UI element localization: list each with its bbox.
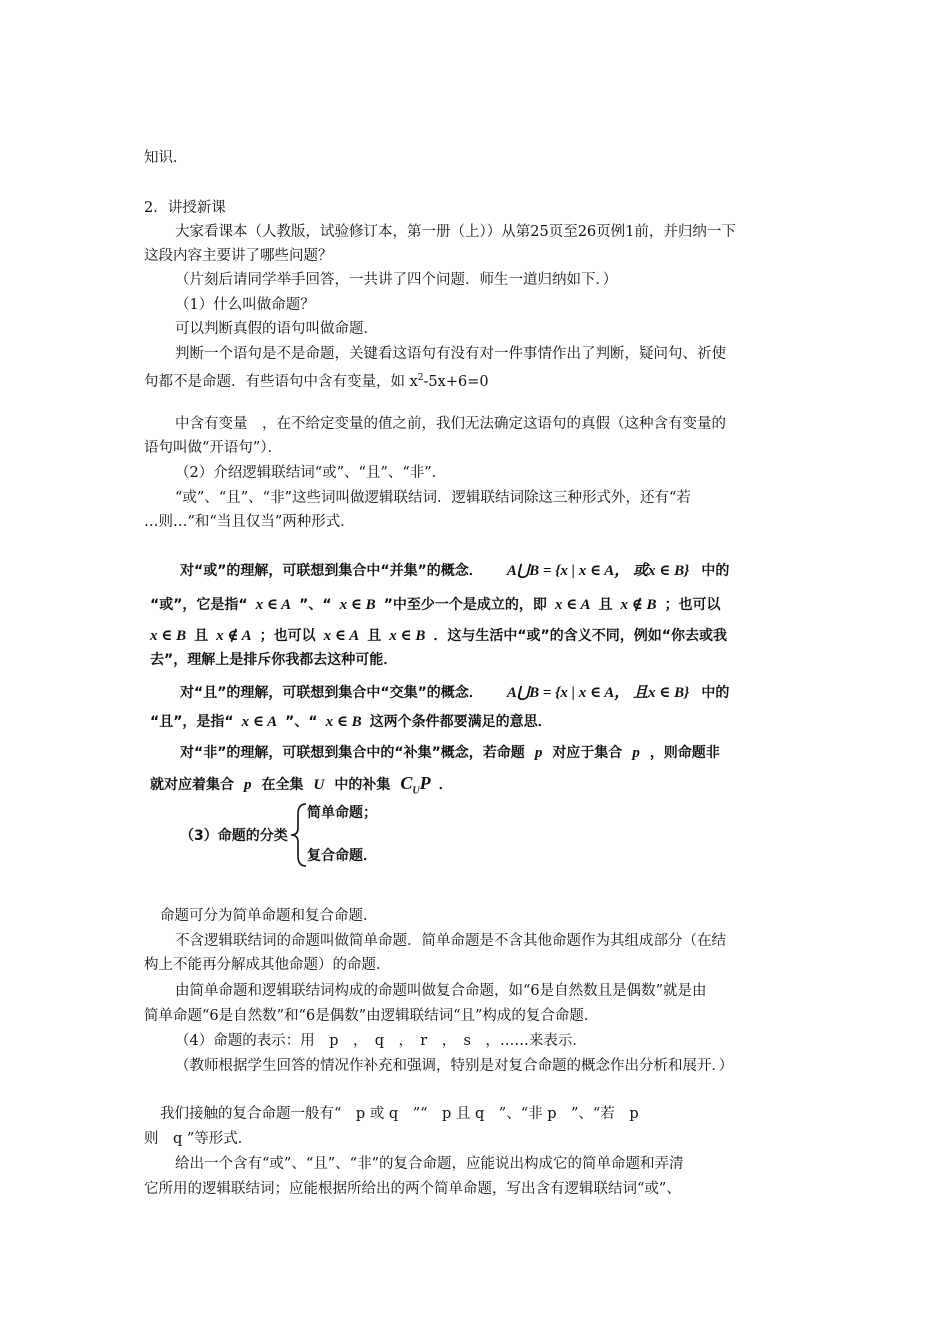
- math-var: p: [632, 745, 640, 761]
- text-line: 构上不能再分解成其他命题）的命题．: [144, 957, 391, 973]
- subscript: U: [412, 785, 420, 797]
- subheading: （2）介绍逻辑联结词“或”、“且”、“非”．: [175, 465, 447, 481]
- text-line: 这段内容主要讲了哪些问题？: [144, 248, 333, 264]
- text-fragment: ”、“: [299, 597, 332, 613]
- image-line: [180, 743, 720, 763]
- text-fragment: 中的: [701, 685, 730, 701]
- text-fragment: 且: [367, 628, 382, 644]
- classification-item: 复合命题．: [307, 848, 377, 864]
- text-fragment: 对“或”的理解，可联想到集合中“并集”的概念．: [180, 563, 483, 579]
- text-fragment: 对“且”的理解，可联想到集合中“交集”的概念．: [180, 685, 483, 701]
- text-line: 给出一个含有“或”、“且”、“非”的复合命题，应能说出构成它的简单命题和弄清: [175, 1156, 684, 1172]
- math-expr: x ∈ A: [554, 597, 591, 613]
- math-expr: x ∈ B: [389, 628, 426, 644]
- math-expr: x ∈ A: [255, 597, 292, 613]
- text-line: 它所用的逻辑联结词；应能根据所给出的两个简单命题，写出含有逻辑联结词“或”、: [144, 1181, 681, 1197]
- text-fragment: 这两个条件都要满足的意思．: [369, 714, 552, 730]
- text-fragment: ，则命题非: [649, 745, 720, 761]
- math-expr: x ∈ B: [339, 597, 376, 613]
- text-fragment: 中的: [701, 563, 730, 579]
- text-line: （教师根据学生回答的情况作补充和强调，特别是对复合命题的概念作出分析和展开．）: [175, 1058, 734, 1074]
- text-line: 命题可分为简单命题和复合命题．: [160, 908, 378, 924]
- superscript: 2: [417, 373, 424, 383]
- image-line: [150, 626, 727, 646]
- math-var: p: [534, 745, 543, 761]
- text-line: 不含逻辑联结词的命题叫做简单命题．简单命题是不含其他命题作为其组成部分（在结: [175, 933, 726, 949]
- image-line: [180, 683, 729, 703]
- math-expr: x ∉ B: [620, 597, 657, 613]
- text-line: 可以判断真假的语句叫做命题．: [175, 321, 378, 337]
- classification-label: （3）命题的分类: [180, 828, 288, 844]
- text-fragment: 句都不是命题．有些语句中含有变量，如 x: [144, 373, 418, 390]
- image-line: [150, 595, 721, 615]
- text-line: 由简单命题和逻辑联结词构成的命题叫做复合命题，如“6是自然数且是偶数”就是由: [175, 983, 707, 999]
- math-var: U: [313, 777, 325, 793]
- text-fragment: ”中至少一个是成立的，即: [383, 597, 547, 613]
- text-line: 判断一个语句是不是命题，关键看这语句有没有对一件事情作出了判断，疑问句、祈使: [175, 346, 726, 362]
- section-heading: 2．讲授新课: [144, 200, 226, 216]
- text-fragment: ．这与生活中“或”的含义不同，例如“你去或我: [433, 628, 727, 644]
- math-var: C: [400, 773, 413, 793]
- text-line: [144, 368, 489, 392]
- text-fragment: 且: [598, 597, 613, 613]
- text-line: 中含有变量 ，在不给定变量的值之前，我们无法确定这语句的真假（这种含有变量的: [175, 416, 726, 432]
- text-line: 语句叫做“开语句”）．: [144, 440, 283, 456]
- text-fragment: “或”，它是指“: [150, 597, 248, 613]
- math-var: P: [419, 773, 431, 793]
- subheading: （1）什么叫做命题？: [175, 297, 315, 313]
- text-fragment: 对“非”的理解，可联想到集合中的“补集”概念，若命题: [180, 745, 525, 761]
- text-fragment: ；也可以: [259, 628, 316, 644]
- text-line: “或”、“且”、“非”这些词叫做逻辑联结词．逻辑联结词除这三种形式外，还有“若: [175, 490, 691, 506]
- math-expr: x ∈ B: [325, 714, 362, 730]
- brace-icon: [289, 800, 309, 870]
- text-line: （片刻后请同学举手回答，一共讲了四个问题．师生一道归纳如下．）: [175, 272, 618, 288]
- image-line: [150, 712, 552, 732]
- text-fragment: ；也可以: [664, 597, 721, 613]
- text-fragment: 对应于集合: [552, 745, 623, 761]
- text-fragment: 中的补集: [334, 777, 391, 793]
- text-line: 知识．: [144, 150, 188, 166]
- text-fragment: ．: [438, 777, 453, 793]
- math-union-set: A⋃B = {x | x ∈ A， 或x ∈ B}: [506, 563, 690, 579]
- math-expr: x ∉ A: [216, 628, 252, 644]
- math-expr: x ∈ A: [241, 714, 278, 730]
- text-fragment: “且”，是指“: [150, 714, 234, 730]
- math-complement: [400, 773, 431, 797]
- image-line: [150, 773, 453, 802]
- math-union-set: A⋃B = {x | x ∈ A， 且x ∈ B}: [506, 685, 690, 701]
- text-line: 大家看课本（人教版，试验修订本，第一册（上））从第25页至26页例1前，并归纳一下: [175, 224, 736, 240]
- text-fragment: -5x+6=0: [423, 373, 489, 390]
- math-expr: x ∈ B: [150, 628, 187, 644]
- text-line: 我们接触的复合命题一般有“ p 或 q ”“ p 且 q ”、“非 p ”、“若 p: [160, 1106, 639, 1122]
- text-line: 则 q ”等形式．: [144, 1131, 253, 1147]
- text-fragment: 在全集: [261, 777, 304, 793]
- text-line: 简单命题“6是自然数”和“6是偶数”由逻辑联结词“且”构成的复合命题．: [144, 1008, 599, 1024]
- text-line: …则…”和“当且仅当”两种形式．: [144, 514, 355, 530]
- image-line: [180, 561, 729, 581]
- subheading: （4）命题的表示：用 p ， q ， r ， s ，……来表示．: [175, 1033, 587, 1049]
- text-fragment: 就对应着集合: [150, 777, 234, 793]
- math-expr: x ∈ A: [323, 628, 360, 644]
- text-fragment: ”、“: [285, 714, 318, 730]
- text-fragment: 且: [194, 628, 209, 644]
- classification-item: 简单命题；: [307, 805, 377, 821]
- math-var: p: [244, 777, 252, 793]
- image-line: 去”，理解上是排斥你我都去这种可能．: [150, 652, 398, 668]
